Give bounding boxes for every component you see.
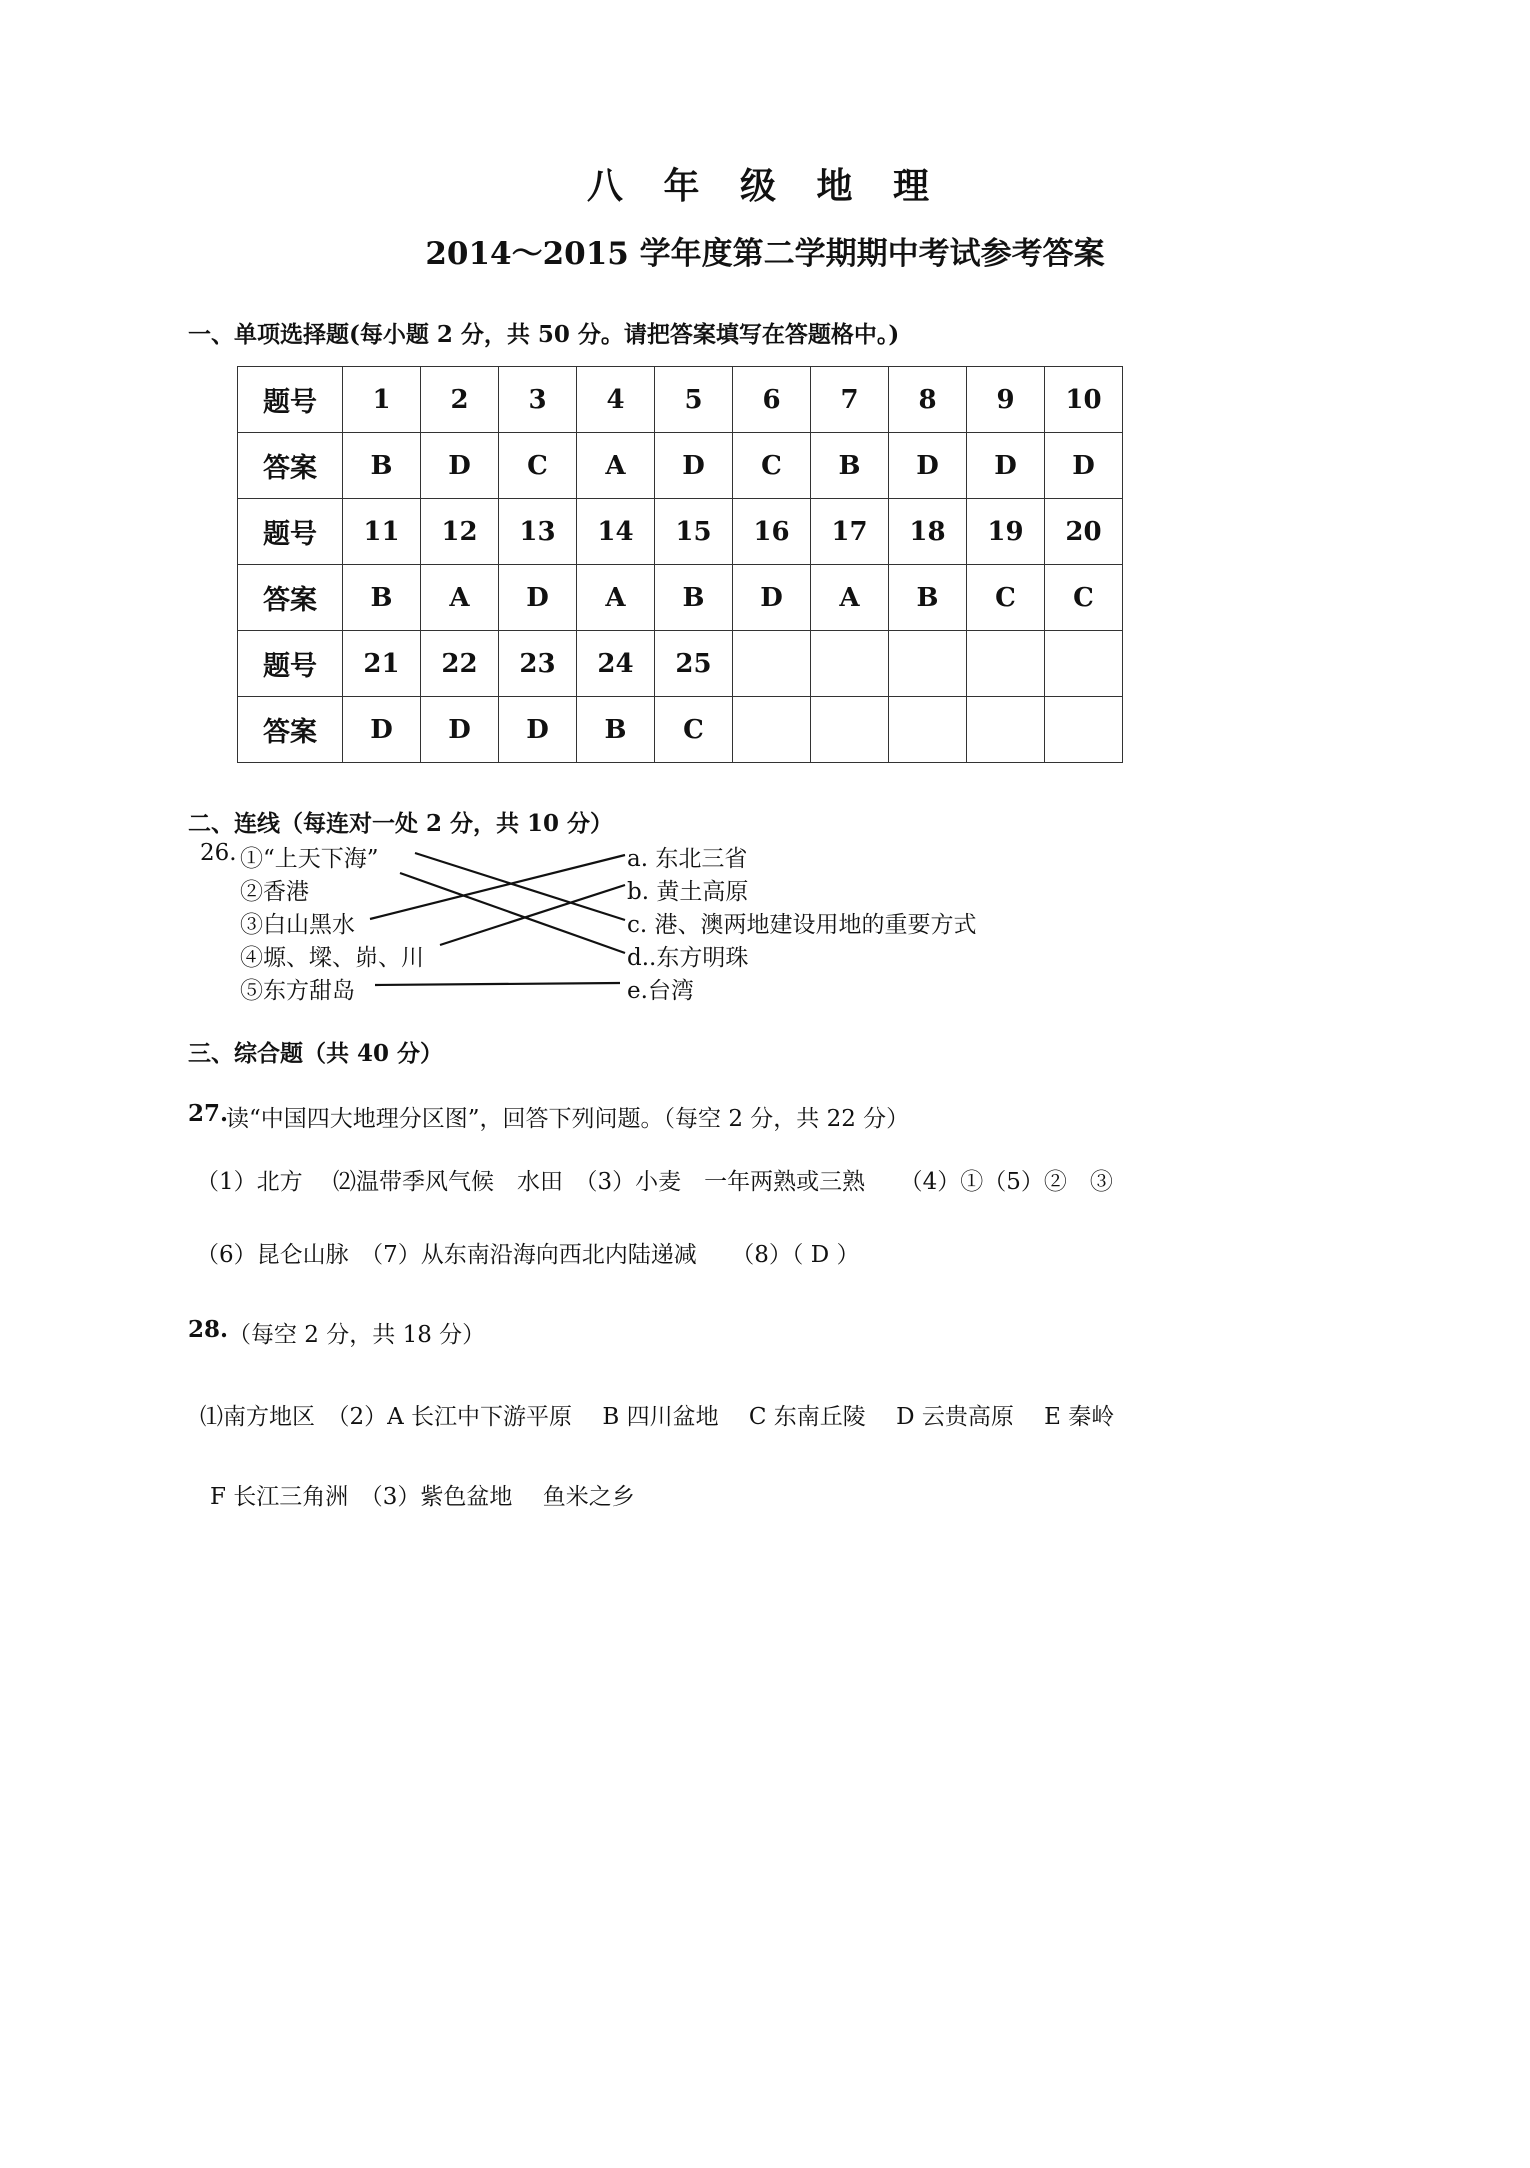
number-cell: 19	[967, 499, 1045, 565]
number-cell: 14	[577, 499, 655, 565]
number-cell: 17	[811, 499, 889, 565]
match-line-5-e	[375, 983, 620, 985]
number-row-label: 题号	[238, 631, 343, 697]
answer-cell: B	[577, 697, 655, 763]
number-row-label: 题号	[238, 367, 343, 433]
section-1-heading: 一、单项选择题(每小题 2 分，共 50 分。请把答案填写在答题格中。)	[188, 321, 900, 348]
answer-cell: C	[655, 697, 733, 763]
match-left-3: ③白山黑水	[240, 912, 355, 938]
section-3-heading: 三、综合题（共 40 分）	[188, 1040, 444, 1067]
answer-cell: A	[577, 565, 655, 631]
q27-number: 27.	[188, 1100, 229, 1127]
page-title: 八 年 级 地 理	[586, 165, 944, 207]
match-right-e: e.台湾	[627, 978, 694, 1004]
number-cell: 8	[889, 367, 967, 433]
match-right-b: b. 黄土高原	[627, 879, 749, 905]
answer-cell: D	[421, 697, 499, 763]
answer-row-label: 答案	[238, 697, 343, 763]
number-cell: 13	[499, 499, 577, 565]
answer-cell: D	[889, 433, 967, 499]
number-cell: 1	[343, 367, 421, 433]
match-left-2: ②香港	[240, 879, 309, 905]
number-cell: 6	[733, 367, 811, 433]
number-cell: 18	[889, 499, 967, 565]
number-cell: 5	[655, 367, 733, 433]
match-left-1: ①“上天下海”	[240, 846, 379, 872]
match-line-3-a	[370, 855, 625, 919]
number-cell: 12	[421, 499, 499, 565]
number-cell: 20	[1045, 499, 1123, 565]
answer-cell: D	[499, 697, 577, 763]
answer-cell: B	[889, 565, 967, 631]
match-right-a: a. 东北三省	[627, 846, 748, 872]
answer-cell: A	[811, 565, 889, 631]
number-cell: 16	[733, 499, 811, 565]
number-cell: 7	[811, 367, 889, 433]
number-cell: 24	[577, 631, 655, 697]
q26-number: 26.	[200, 840, 237, 866]
q28-prompt: （每空 2 分，共 18 分）	[228, 1322, 486, 1348]
answer-cell: D	[733, 565, 811, 631]
number-cell: 21	[343, 631, 421, 697]
number-cell: 25	[655, 631, 733, 697]
q28-number: 28.	[188, 1316, 229, 1343]
answer-cell: B	[655, 565, 733, 631]
number-cell: 4	[577, 367, 655, 433]
match-left-5: ⑤东方甜岛	[240, 978, 355, 1004]
answer-cell: D	[655, 433, 733, 499]
match-left-4: ④塬、墚、峁、川	[240, 945, 424, 971]
answer-cell: C	[967, 565, 1045, 631]
q27-answer-line-1: （1）北方 ⑵温带季风气候 水田 （3）小麦 一年两熟或三熟 （4）①（5）② ③	[196, 1169, 1113, 1195]
answer-cell: D	[421, 433, 499, 499]
number-cell: 2	[421, 367, 499, 433]
answer-cell: D	[1045, 433, 1123, 499]
number-cell: 15	[655, 499, 733, 565]
q27-prompt: 读“中国四大地理分区图”，回答下列问题。（每空 2 分，共 22 分）	[226, 1106, 910, 1132]
q28-answer-line-2: F 长江三角洲 （3）紫色盆地 鱼米之乡	[210, 1484, 635, 1510]
answer-row-label: 答案	[238, 433, 343, 499]
number-cell: 22	[421, 631, 499, 697]
q27-answer-line-2: （6）昆仑山脉 （7）从东南沿海向西北内陆递减 （8）（ D ）	[196, 1242, 860, 1268]
answer-cell: C	[1045, 565, 1123, 631]
answer-cell: B	[343, 433, 421, 499]
answer-cell: C	[499, 433, 577, 499]
answer-cell: A	[577, 433, 655, 499]
answer-cell: D	[499, 565, 577, 631]
number-cell: 9	[967, 367, 1045, 433]
answer-cell: A	[421, 565, 499, 631]
q28-answer-line-1: ⑴南方地区 （2）A 长江中下游平原 B 四川盆地 C 东南丘陵 D 云贵高原 E 秦岭	[200, 1404, 1115, 1430]
answer-cell: C	[733, 433, 811, 499]
number-cell: 10	[1045, 367, 1123, 433]
number-row-label: 题号	[238, 499, 343, 565]
answer-cell: D	[343, 697, 421, 763]
section-2-heading: 二、连线（每连对一处 2 分，共 10 分）	[188, 810, 614, 837]
answer-cell: B	[343, 565, 421, 631]
answer-cell: D	[967, 433, 1045, 499]
page-subtitle: 2014～2015 学年度第二学期期中考试参考答案	[425, 236, 1105, 272]
number-cell: 11	[343, 499, 421, 565]
match-right-c: c. 港、澳两地建设用地的重要方式	[627, 912, 977, 938]
answer-cell: B	[811, 433, 889, 499]
number-cell: 3	[499, 367, 577, 433]
answer-row-label: 答案	[238, 565, 343, 631]
number-cell: 23	[499, 631, 577, 697]
match-right-d: d..东方明珠	[627, 945, 749, 971]
